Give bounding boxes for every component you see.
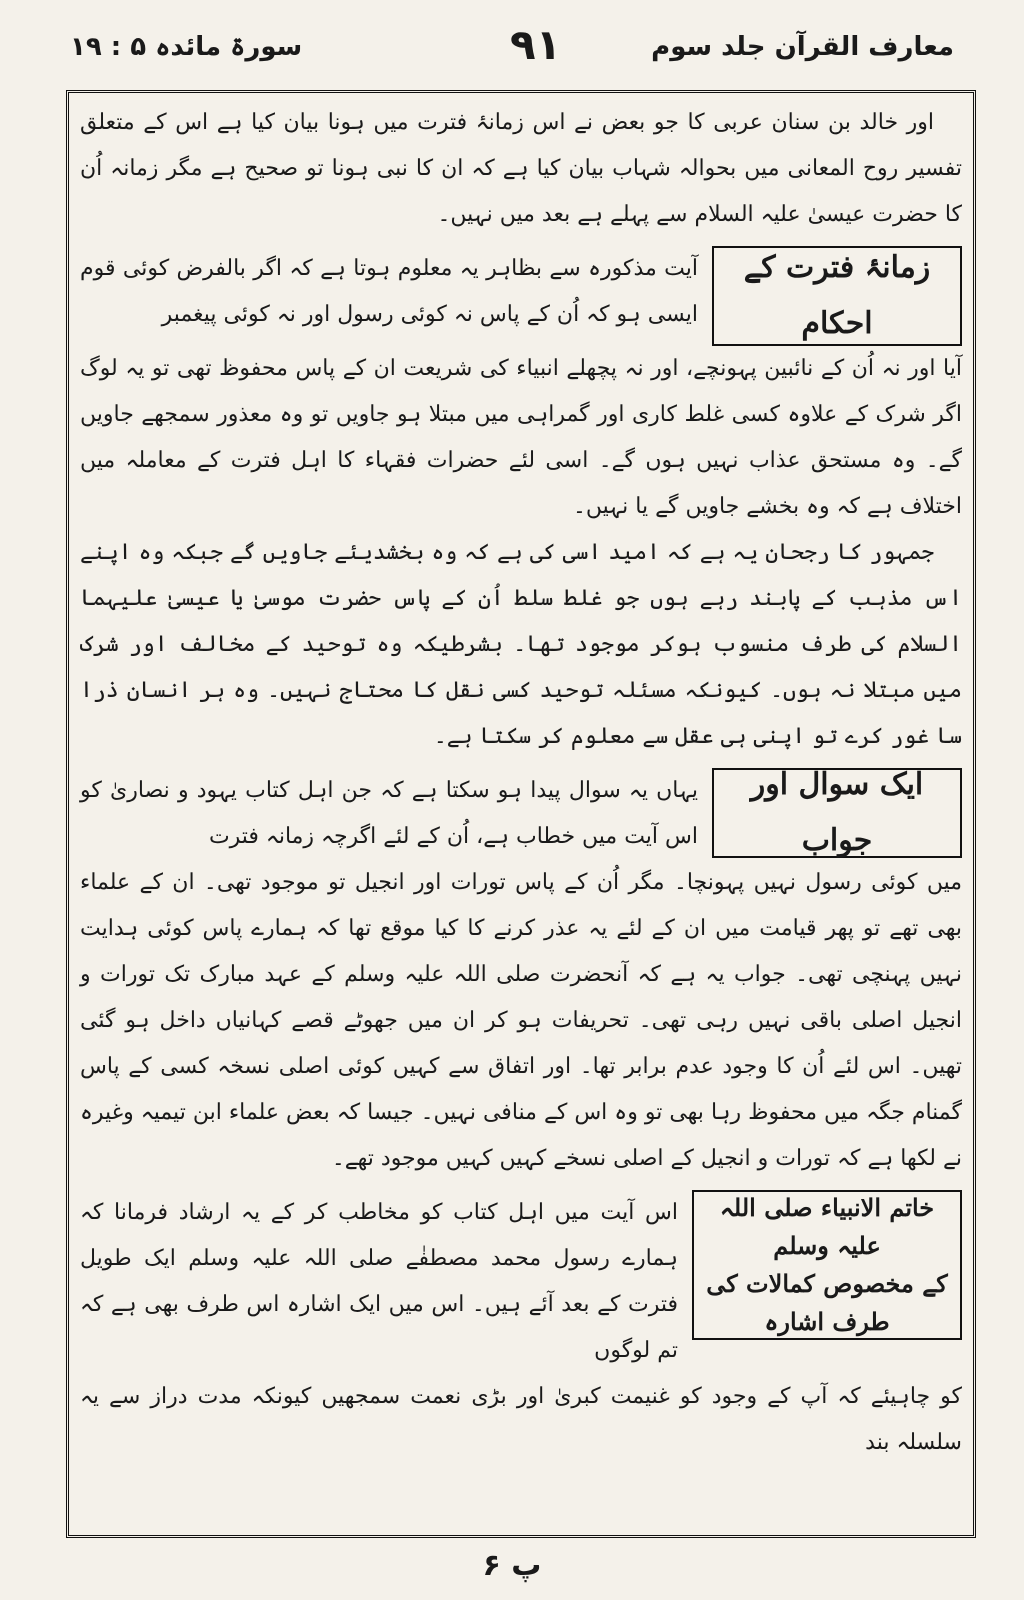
heading-khatam-anbiya (692, 1190, 962, 1340)
page-header (40, 10, 984, 70)
heading-khatam-anbiya-line2: کے مخصوص کمالات کی طرف اشارہ (706, 1269, 948, 1336)
surah-reference: سورۃ مائدہ ۵ : ۱۹ (70, 32, 303, 62)
heading-sawal-jawab (712, 768, 962, 858)
section3-side-text: اس آیت میں اہل کتاب کو مخاطب کر کے یہ ارشاد فرمانا کہ ہمارے رسول محمد مصطفٰے صلی اللہ علیہ وسلم ایک طویل فترت کے بعد آئے ہیں۔ اس میں ایک اشارہ اس طرف بھی ہے کہ تم لوگوں (80, 1200, 678, 1363)
heading-zamana-fatrat (712, 246, 962, 346)
heading-zamana-fatrat-text: زمانۂ فترت کے احکام (743, 250, 931, 341)
section-fatrat-rules (80, 246, 962, 346)
section1-side-text: آیت مذکورہ سے بظاہر یہ معلوم ہوتا ہے کہ اگر بالفرض کوئی قوم ایسی ہو کہ اُن کے پاس نہ کوئی رسول اور نہ کوئی پیغمبر (80, 256, 698, 327)
heading-khatam-anbiya-line1: خاتم الانبیاء صلی اللہ علیہ وسلم (719, 1193, 935, 1260)
section1-body: آیا اور نہ اُن کے نائبین پہونچے، اور نہ پچھلے انبیاء کی شریعت ان کے پاس محفوظ تھی تو یہ لوگ اگر شرک کے علاوہ کسی غلط کاری اور گمراہی میں مبتلا ہو جاویں تو وہ معذور سمجھے جاویں گے۔ وہ مستحق عذاب نہیں ہوں گے۔ اسی لئے حضرات فقہاء کا اہل فترت کے معاملہ میں اختلاف ہے کہ وہ بخشے جاویں گے یا نہیں۔ (80, 356, 962, 519)
section2-body: میں کوئی رسول نہیں پہونچا۔ مگر اُن کے پاس تورات اور انجیل تو موجود تھی۔ ان کے علماء بھی تھے تو پھر قیامت میں ان کے لئے یہ عذر کرنے کا کیا موقع تھا کہ ہمارے پاس کوئی ہدایت نہیں پہنچی تھی۔ جواب یہ ہے کہ آنحضرت صلی اللہ علیہ وسلم کے عہد مبارک تک تورات و انجیل اصلی باقی نہیں رہی تھی۔ تحریفات ہو کر ان میں جھوٹے قصے کہانیاں داخل ہو گئی تھیں۔ اس لئے اُن کا وجود عدم برابر تھا۔ اور اتفاق سے کہیں کوئی اصلی نسخہ کسی کے پاس گمنام جگہ میں محفوظ رہا بھی تو وہ اس کے منافی نہیں۔ جیسا کہ بعض علماء ابن تیمیہ وغیرہ نے لکھا ہے کہ تورات و انجیل کے اصلی نسخے کہیں کہیں موجود تھے۔ (80, 870, 962, 1171)
page-number: ۹۱ (510, 20, 562, 69)
section3-body: کو چاہیئے کہ آپ کے وجود کو غنیمت کبریٰ اور بڑی نعمت سمجھیں کیونکہ مدت دراز سے یہ سلسلہ بند (80, 1384, 962, 1455)
jamhoor-paragraph: جمہور کا رجحان یہ ہے کہ امید اسی کی ہے کہ وہ بخشدیئے جاویں گے جبکہ وہ اپنے اس مذہب کے پابند رہے ہوں جو غلط سلط اُن کے پاس حضرت موسیٰ یا عیسیٰ علیہما السلام کی طرف منسوب ہوکر موجود تھا۔ بشرطیکہ وہ توحید کے مخالف اور شرک میں مبتلا نہ ہوں۔ کیونکہ مسئلہ توحید کسی نقل کا محتاج نہیں۔ وہ ہر انسان ذرا سا غور کرے تو اپنی ہی عقل سے معلوم کر سکتا ہے۔ (80, 540, 962, 749)
heading-sawal-jawab-text: ایک سوال اور جواب (750, 767, 924, 858)
signature-mark: پ ۶ (482, 1548, 542, 1583)
book-title: معارف القرآن جلد سوم (651, 32, 954, 62)
section-question-answer (80, 768, 962, 860)
intro-paragraph: اور خالد بن سنان عربی کا جو بعض نے اس زمانۂ فترت میں ہونا بیان کیا ہے اس کے متعلق تفسیر روح المعانی میں بحوالہ شہاب بیان کیا ہے کہ ان کا نبی ہونا تو صحیح ہے مگر زمانہ اُن کا حضرت عیسیٰ علیہ السلام سے پہلے ہے بعد میں نہیں۔ (80, 110, 962, 227)
section2-side-text: یہاں یہ سوال پیدا ہو سکتا ہے کہ جن اہل کتاب یہود و نصاریٰ کو اس آیت میں خطاب ہے، اُن کے لئے اگرچہ زمانہ فترت (80, 778, 698, 849)
section-khatam-anbiya (80, 1190, 962, 1374)
page-body (80, 100, 962, 1466)
